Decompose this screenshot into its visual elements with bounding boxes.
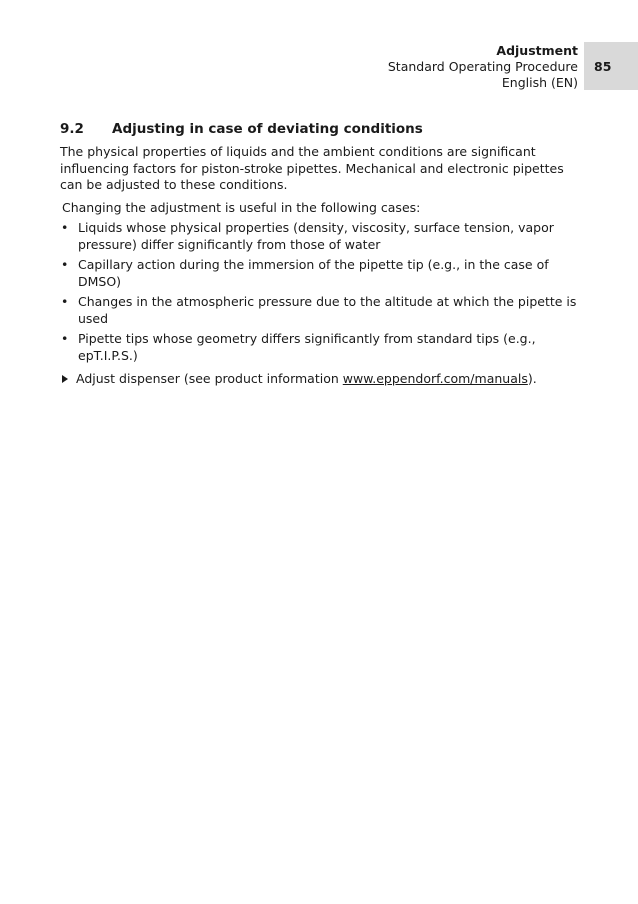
bullet-icon: • [61, 220, 69, 235]
page-number: 85 [594, 59, 612, 74]
list-item-text: Liquids whose physical properties (density, viscosity, surface tension, vapor pressure) differ significantly from those of water [78, 220, 554, 252]
list-item-text: Pipette tips whose geometry differs significantly from standard tips (e.g., epT.I.P.S.) [78, 331, 536, 363]
list-item-text: Capillary action during the immersion of the pipette tip (e.g., in the case of DMSO) [78, 257, 549, 289]
bullet-icon: • [61, 331, 69, 346]
header-language: English (EN) [501, 75, 578, 90]
page-number-tab [584, 42, 638, 90]
list-item [60, 257, 580, 290]
header-chapter-title: Adjustment [496, 43, 578, 58]
list-item [60, 331, 580, 364]
section-number: 9.2 [60, 121, 84, 137]
list-item [60, 294, 580, 327]
cases-list [60, 220, 580, 364]
manuals-link[interactable]: www.eppendorf.com/manuals [342, 371, 528, 386]
main-content [60, 120, 580, 388]
bullet-icon: • [61, 257, 69, 272]
triangle-right-icon [62, 375, 68, 383]
bullet-icon: • [61, 294, 69, 309]
section-title: Adjusting in case of deviating conditions [112, 121, 423, 137]
list-item-text: Changes in the atmospheric pressure due to the altitude at which the pipette is used [78, 294, 577, 326]
action-step [60, 371, 580, 388]
list-item [60, 220, 580, 253]
header-document-title: Standard Operating Procedure [387, 59, 578, 74]
section-heading [60, 120, 580, 138]
action-text-suffix: ). [527, 371, 537, 386]
section-paragraph: The physical properties of liquids and the ambient conditions are significant influencing factors for piston-stroke pipettes. Mechanical and electronic pipettes can be adjusted to these conditions. [60, 144, 564, 192]
cases-intro: Changing the adjustment is useful in the following cases: [62, 199, 421, 215]
running-header [388, 43, 578, 91]
action-text-prefix: Adjust dispenser (see product information [76, 371, 343, 386]
